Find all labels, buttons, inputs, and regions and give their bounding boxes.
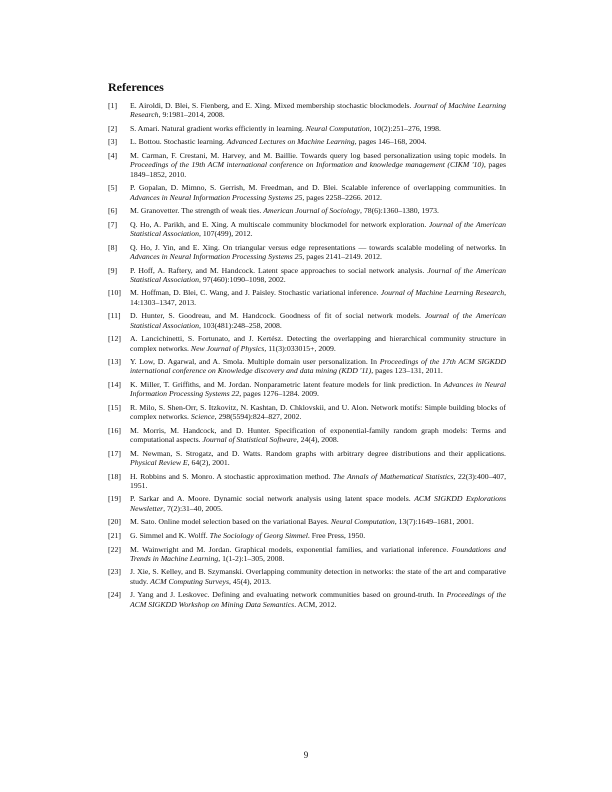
reference-segment: M. Wainwright and M. Jordan. Graphical models, exponential families, and variational inference. xyxy=(130,544,452,554)
reference-segment: , pages 146–168, 2004. xyxy=(354,137,427,147)
reference-venue: Journal of Machine Learning Research xyxy=(380,288,505,298)
reference-venue: Journal of the American Statistical Association xyxy=(130,265,506,284)
reference-item xyxy=(108,334,506,353)
reference-segment: , pages 1276–1284. 2009. xyxy=(239,389,319,399)
reference-segment: M. Morris, M. Handcock, and D. Hunter. Specification of exponential-family random graph models: Terms and computational aspects. xyxy=(130,425,506,445)
reference-text xyxy=(130,288,506,306)
reference-segment: Q. Ho, J. Yin, and E. Xing. On triangular versus edge representations — towards scalable modeling of networks. In xyxy=(130,242,506,252)
reference-text xyxy=(130,243,506,261)
reference-venue: American Journal of Sociology xyxy=(263,206,360,216)
reference-segment: , 97(460):1090–1098, 2002. xyxy=(198,274,286,284)
reference-segment: E. Airoldi, D. Blei, S. Fienberg, and E. Xing. Mixed membership stochastic blockmodels. xyxy=(130,101,414,110)
reference-text xyxy=(130,334,506,352)
reference-item xyxy=(108,243,506,262)
reference-text xyxy=(130,517,474,526)
reference-number: [12] xyxy=(108,334,121,344)
reference-segment: P. Hoff, A. Raftery, and M. Handcock. Latent space approaches to social network analysis. xyxy=(130,265,428,275)
page-number: 9 xyxy=(303,750,309,760)
reference-number: [9] xyxy=(108,265,118,275)
reference-number: [23] xyxy=(108,567,121,577)
reference-venue: The Annals of Mathematical Statistics xyxy=(332,471,454,481)
reference-item xyxy=(108,137,506,146)
reference-text xyxy=(130,220,506,238)
reference-venue: Journal of the American Statistical Association xyxy=(130,219,506,239)
reference-item xyxy=(108,472,506,491)
reference-item xyxy=(108,206,506,215)
reference-item xyxy=(108,124,506,133)
reference-venue: Advances in Neural Information Processing Systems 25 xyxy=(130,192,303,202)
reference-venue: Proceedings of the ACM SIGKDD Workshop on Mining Data Semantics xyxy=(130,590,506,609)
reference-venue: ACM SIGKDD Explorations Newsletter xyxy=(130,494,506,513)
reference-item xyxy=(108,288,506,307)
page-content xyxy=(108,80,506,613)
reference-segment: , 45(4), 2013. xyxy=(228,576,271,586)
reference-text xyxy=(130,206,439,215)
reference-item xyxy=(108,183,506,202)
reference-text xyxy=(130,380,506,398)
reference-segment: R. Milo, S. Shen-Orr, S. Itzkovitz, N. Kashtan, D. Chklovskii, and U. Alon. Network motifs: Simple building blocks of complex networks. xyxy=(130,402,506,422)
reference-segment: M. Carman, F. Crestani, M. Harvey, and M. Baillie. Towards query log based personalization using topic models. In xyxy=(130,151,506,161)
reference-text xyxy=(130,357,506,375)
reference-venue: Journal of Machine Learning Research xyxy=(130,101,506,120)
reference-venue: Neural Computation xyxy=(330,517,395,527)
reference-text xyxy=(130,426,506,444)
reference-number: [7] xyxy=(108,219,118,229)
reference-segment: Q. Ho, A. Parikh, and E. Xing. A multiscale community blockmodel for network exploration. xyxy=(130,219,429,229)
reference-segment: , 103(481):248–258, 2008. xyxy=(198,320,282,330)
reference-number: [13] xyxy=(108,357,121,367)
reference-item xyxy=(108,531,506,540)
reference-text xyxy=(130,449,506,467)
reference-item xyxy=(108,311,506,330)
reference-item xyxy=(108,403,506,422)
reference-number: [10] xyxy=(108,288,121,298)
reference-text xyxy=(130,531,365,540)
reference-segment: , 22(3):400–407, 1951. xyxy=(130,471,507,490)
reference-number: [3] xyxy=(108,137,118,147)
reference-segment: . Free Press, 1950. xyxy=(307,530,366,540)
reference-number: [1] xyxy=(108,101,118,110)
reference-text xyxy=(130,472,506,490)
reference-text xyxy=(130,403,506,421)
reference-number: [2] xyxy=(108,123,118,133)
reference-segment: J. Xie, S. Kelley, and B. Szymanski. Overlapping community detection in networks: the state of the art and comparative study. xyxy=(130,567,506,586)
reference-venue: Science xyxy=(190,412,215,422)
reference-segment: K. Miller, T. Griffiths, and M. Jordan. Nonparametric latent feature models for link prediction. In xyxy=(130,379,444,389)
reference-venue: ACM Computing Surveys xyxy=(150,576,229,586)
reference-venue: Proceedings of the 19th ACM international conference on Information and knowledge management (CIKM '10) xyxy=(130,160,484,170)
reference-segment: M. Hoffman, D. Blei, C. Wang, and J. Paisley. Stochastic variational inference. xyxy=(130,288,381,298)
reference-item xyxy=(108,567,506,586)
reference-text xyxy=(130,124,441,133)
reference-segment: . ACM, 2012. xyxy=(294,599,337,609)
reference-segment: P. Sarkar and A. Moore. Dynamic social network analysis using latent space models. xyxy=(130,494,415,504)
reference-segment: Y. Low, D. Agarwal, and A. Smola. Multiple domain user personalization. In xyxy=(130,357,380,367)
reference-item xyxy=(108,220,506,239)
reference-venue: Journal of Statistical Software xyxy=(202,435,297,445)
reference-item xyxy=(108,449,506,468)
reference-segment: , 78(6):1360–1380, 1973. xyxy=(359,206,439,216)
reference-text xyxy=(130,311,506,329)
reference-segment: G. Simmel and K. Wolff. xyxy=(130,530,210,540)
reference-text xyxy=(130,183,506,201)
reference-segment: , 1(1-2):1–305, 2008. xyxy=(218,553,285,563)
reference-segment: , 11(3):033015+, 2009. xyxy=(264,343,336,353)
reference-segment: , pages 123–131, 2011. xyxy=(371,366,443,376)
reference-number: [15] xyxy=(108,402,121,412)
reference-item xyxy=(108,101,506,120)
reference-segment: , 64(2), 2001. xyxy=(187,457,230,467)
reference-item xyxy=(108,380,506,399)
reference-number: [14] xyxy=(108,379,121,389)
reference-segment: , pages 2258–2266. 2012. xyxy=(302,192,382,202)
reference-segment: A. Lancichinetti, S. Fortunato, and J. Kertész. Detecting the overlapping and hierarchical community structure in complex networks. xyxy=(130,334,506,353)
reference-number: [18] xyxy=(108,471,121,481)
reference-item xyxy=(108,357,506,376)
reference-venue: New Journal of Physics xyxy=(190,343,265,353)
reference-venue: Advanced Lectures on Machine Learning xyxy=(226,137,355,147)
reference-segment: , 298(5594):824–827, 2002. xyxy=(214,412,302,422)
reference-number: [21] xyxy=(108,530,121,540)
reference-text xyxy=(130,590,506,608)
reference-number: [5] xyxy=(108,183,118,193)
reference-item xyxy=(108,266,506,285)
reference-segment: L. Bottou. Stochastic learning. xyxy=(130,137,227,147)
reference-text xyxy=(130,151,506,179)
reference-text xyxy=(130,545,506,563)
reference-text xyxy=(130,567,506,585)
reference-text xyxy=(130,137,427,146)
reference-venue: The Sociology of Georg Simmel xyxy=(209,530,308,540)
reference-venue: Proceedings of the 17th ACM SIGKDD international conference on Knowledge discovery and data mining (KDD '11) xyxy=(130,357,506,376)
reference-segment: D. Hunter, S. Goodreau, and M. Handcock. Goodness of fit of social network models. xyxy=(130,311,425,321)
reference-number: [16] xyxy=(108,425,121,435)
reference-number: [8] xyxy=(108,242,118,252)
reference-segment: , pages 2141–2149. 2012. xyxy=(302,251,382,261)
reference-segment: M. Granovetter. The strength of weak ties. xyxy=(130,206,264,216)
reference-venue: Neural Computation xyxy=(305,123,370,133)
reference-venue: Physical Review E xyxy=(130,457,188,467)
reference-venue: Advances in Neural Information Processing Systems 25 xyxy=(130,251,303,261)
reference-item xyxy=(108,545,506,564)
reference-venue: Foundations and Trends in Machine Learning xyxy=(130,544,506,563)
reference-segment: M. Sato. Online model selection based on the variational Bayes. xyxy=(130,517,331,527)
reference-segment: M. Newman, S. Strogatz, and D. Watts. Random graphs with arbitrary degree distributions and their applications. xyxy=(130,448,506,458)
reference-item xyxy=(108,151,506,179)
reference-number: [11] xyxy=(108,311,121,321)
reference-segment: , 14:1303–1347, 2013. xyxy=(130,288,507,307)
reference-text xyxy=(130,101,506,119)
reference-venue: Journal of the American Statistical Association xyxy=(130,311,506,330)
references-heading: References xyxy=(108,80,164,94)
reference-segment: , 24(4), 2008. xyxy=(296,435,339,445)
reference-number: [20] xyxy=(108,517,121,527)
reference-item xyxy=(108,494,506,513)
reference-item xyxy=(108,590,506,609)
reference-segment: , 10(2):251–276, 1998. xyxy=(369,123,441,133)
reference-item xyxy=(108,426,506,445)
reference-segment: J. Yang and J. Leskovec. Defining and evaluating network communities based on ground-truth. In xyxy=(130,590,447,600)
reference-number: [4] xyxy=(108,151,118,161)
reference-list xyxy=(108,101,506,609)
reference-number: [19] xyxy=(108,494,121,504)
reference-text xyxy=(130,494,506,512)
reference-segment: , 7(2):31–40, 2005. xyxy=(163,503,223,513)
reference-number: [24] xyxy=(108,590,121,600)
reference-segment: , 13(7):1649–1681, 2001. xyxy=(394,517,474,527)
reference-number: [17] xyxy=(108,448,121,458)
reference-segment: S. Amari. Natural gradient works efficiently in learning. xyxy=(130,123,306,133)
reference-item xyxy=(108,517,506,526)
reference-segment: H. Robbins and S. Monro. A stochastic approximation method. xyxy=(130,471,333,481)
reference-segment: , pages 1849–1852, 2010. xyxy=(130,160,506,179)
reference-number: [6] xyxy=(108,206,118,216)
reference-segment: P. Gopalan, D. Mimno, S. Gerrish, M. Freedman, and D. Blei. Scalable inference of overlapping communities. In xyxy=(130,183,506,193)
reference-segment: , 107(499), 2012. xyxy=(198,229,253,239)
reference-venue: Advances in Neural Information Processing Systems 22 xyxy=(130,379,506,399)
reference-text xyxy=(130,266,506,284)
reference-number: [22] xyxy=(108,544,121,554)
reference-segment: , 9:1981–2014, 2008. xyxy=(158,110,225,120)
